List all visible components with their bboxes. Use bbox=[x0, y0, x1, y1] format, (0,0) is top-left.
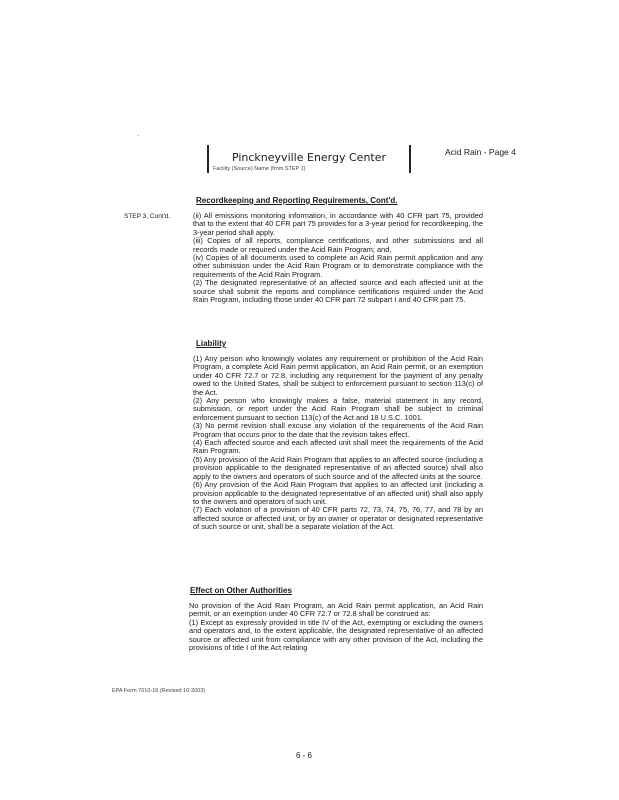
paragraph: (1) Any person who knowingly violates any requirement or prohibition of the Acid Rain Program, a complete Acid Rain permit application, an Acid Rain permit, or an exemption under 40 CFR 72.7 or 72.8, including any requirement for the payment of any penalty owed to the United States, shall be subject to enforcement pursuant to section 113(c) of the Act. bbox=[193, 354, 483, 397]
section-heading-effect-on-other-authorities: Effect on Other Authorities bbox=[190, 586, 292, 595]
paragraph: (3) No permit revision shall excuse any violation of the requirements of the Acid Rain Program that occurs prior to the date that the revision takes effect. bbox=[193, 421, 483, 439]
form-footer: EPA Form 7610-16 (Revised 10-2003) bbox=[112, 688, 206, 694]
paragraph: (ii) All emissions monitoring information, in accordance with 40 CFR part 75, provided that to the extent that 40 CFR part 75 provides for a 3-year period for recordkeeping, the 3-year period shall apply. bbox=[193, 211, 483, 237]
paragraph: (iii) Copies of all reports, compliance certifications, and other submissions and all records made or required under the Acid Rain Program; and, bbox=[193, 236, 483, 254]
page-label: Acid Rain - Page 4 bbox=[445, 147, 516, 157]
paragraph: (4) Each affected source and each affected unit shall meet the requirements of the Acid Rain Program. bbox=[193, 438, 483, 456]
section-heading-recordkeeping: Recordkeeping and Reporting Requirements, Cont'd. bbox=[196, 196, 398, 205]
margin-mark: - bbox=[137, 133, 140, 140]
facility-caption: Facility (Source) Name (from STEP 1) bbox=[213, 166, 306, 172]
paragraph: No provision of the Acid Rain Program, an Acid Rain permit application, an Acid Rain permit, or an exemption under 40 CFR 72.7 or 72.8 shall be construed as: bbox=[189, 601, 483, 619]
paragraph: (6) Any provision of the Acid Rain Program that applies to an affected unit (including a provision applicable to the designated representative of an affected unit) shall also apply to the owners and operators of such unit. bbox=[193, 480, 483, 506]
page-number: 6 - 6 bbox=[296, 751, 313, 760]
recordkeeping-body bbox=[193, 212, 483, 304]
paragraph: (5) Any provision of the Acid Rain Program that applies to an affected source (including a provision applicable to the designated representative of an affected source) shall also apply to the owners and operators of such source and of the affected units at the source. bbox=[193, 454, 483, 481]
paragraph: (2) Any person who knowingly makes a false, material statement in any record, submission, or report under the Acid Rain Program shall be subject to criminal enforcement pursuant to section 113(c) of the Act and 18 U.S.C. 1001. bbox=[193, 396, 483, 422]
paragraph: (iv) Copies of all documents used to complete an Acid Rain permit application and any other submission under the Acid Rain Program or to demonstrate compliance with the requirements of the Acid Rain Program. bbox=[193, 253, 483, 279]
paragraph: (2) The designated representative of an affected source and each affected unit at the source shall submit the reports and compliance certifications required under the Acid Rain Program, including those under 40 CFR part 72 subpart I and 40 CFR part 75. bbox=[193, 278, 483, 305]
section-heading-liability: Liability bbox=[196, 339, 227, 348]
liability-body bbox=[193, 355, 483, 532]
effect-body bbox=[189, 602, 483, 652]
paragraph: (1) Except as expressly provided in title IV of the Act, exempting or excluding the owners and operators and, to the extent applicable, the designated representative of an affected source or affected unit from compliance with any other provision of the Act, including the provisions of title I of the Act relating bbox=[189, 617, 483, 653]
facility-name: Pinckneyville Energy Center bbox=[231, 151, 387, 164]
step-label: STEP 3, Cont'd. bbox=[124, 213, 171, 220]
paragraph: (7) Each violation of a provision of 40 CFR parts 72, 73, 74, 75, 76, 77, and 78 by an affected source or affected unit, or by an owner or operator or designated representative of such source or unit, shall be a separate violation of the Act. bbox=[193, 505, 483, 532]
facility-name-box bbox=[207, 145, 411, 173]
